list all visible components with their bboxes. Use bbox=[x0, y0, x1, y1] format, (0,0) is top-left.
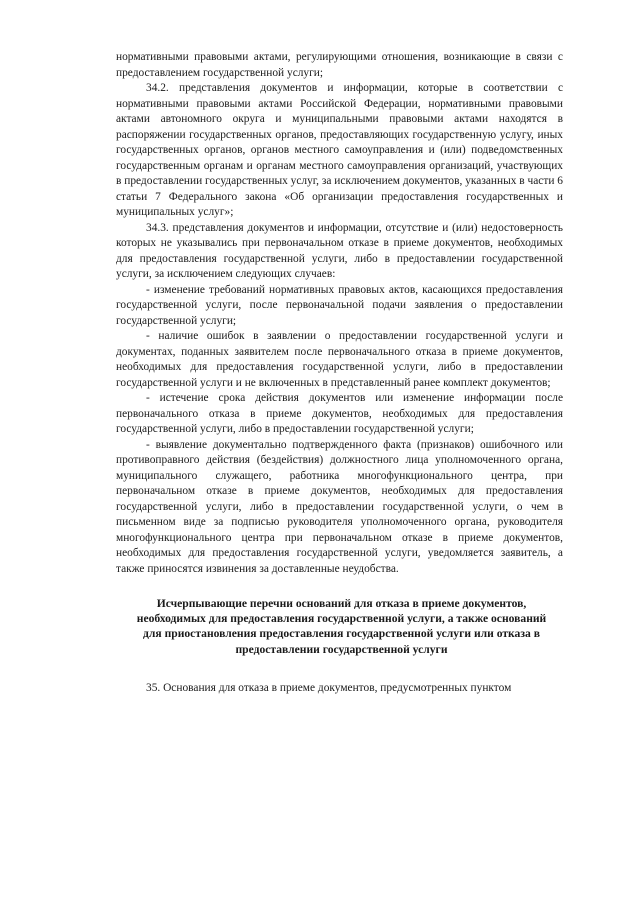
list-item-application-errors: - наличие ошибок в заявлении о предоставлении государственной услуги и документах, поданных заявителем после первоначального отказа в приеме документов, необходимых для предоставления государственной услуги, либо в предоставлении государственной услуги и не включенных в представленный ранее комплект документов; bbox=[116, 330, 563, 389]
paragraph-continuation: нормативными правовыми актами, регулирующими отношения, возникающие в связи с предоставлением государственной услуги; bbox=[116, 51, 563, 79]
list-item-misconduct-detected: - выявление документально подтвержденного факта (признаков) ошибочного или противоправного действия (бездействия) должностного лица уполномоченного органа, муниципального служащего, работника многофункционального центра, при первоначальном отказе в приеме документов, необходимых для предоставления государственной услуги, либо в предоставлении государственной услуги, о чем в письменном виде за подписью руководителя уполномоченного органа, руководителя многофункционального центра при первоначальном отказе в приеме документов, необходимых для предоставления государственной услуги, уведомляется заявитель, а также приносятся извинения за доставленные неудобства. bbox=[116, 438, 563, 575]
paragraph-34-3: 34.3. представления документов и информации, отсутствие и (или) недостоверность которых не указывались при первоначальном отказе в приеме документов, необходимых для предоставления государственной услуги, либо в предоставлении государственной услуги, за исключением следующих случаев: bbox=[116, 221, 563, 280]
section-spacer bbox=[116, 577, 563, 596]
list-item-requirements-change: - изменение требований нормативных правовых актов, касающихся предоставления государственной услуги, после первоначальной подачи заявления о предоставлении государственной услуги; bbox=[116, 283, 563, 327]
list-item-document-expiry: - истечение срока действия документов или изменение информации после первоначального отказа в приеме документов, необходимых для предоставления государственной услуги, либо в предоставлении государственной услуги; bbox=[116, 392, 563, 435]
paragraph-34-2: 34.2. представления документов и информации, которые в соответствии с нормативными правовыми актами Российской Федерации, нормативными правовыми актами автономного округа и муниципальными правовыми актами находятся в распоряжении государственных органов, предоставляющих государственную услугу, иных государственных органов, органов местного самоуправления и (или) подведомственных государственным органам и органам местного самоуправления организаций, участвующих в предоставлении государственных услуг, за исключением документов, указанных в части 6 статьи 7 Федерального закона «Об организации предоставления государственных и муниципальных услуг»; bbox=[116, 82, 563, 218]
section-spacer bbox=[116, 657, 563, 681]
paragraph-35: 35. Основания для отказа в приеме документов, предусмотренных пунктом bbox=[146, 681, 512, 694]
section-heading: Исчерпывающие перечни оснований для отказа в приеме документов, необходимых для предоставления государственной услуги, а также оснований для приостановления предоставления государственной услуги или отказа в предоставлении государственной услуги bbox=[136, 597, 547, 656]
